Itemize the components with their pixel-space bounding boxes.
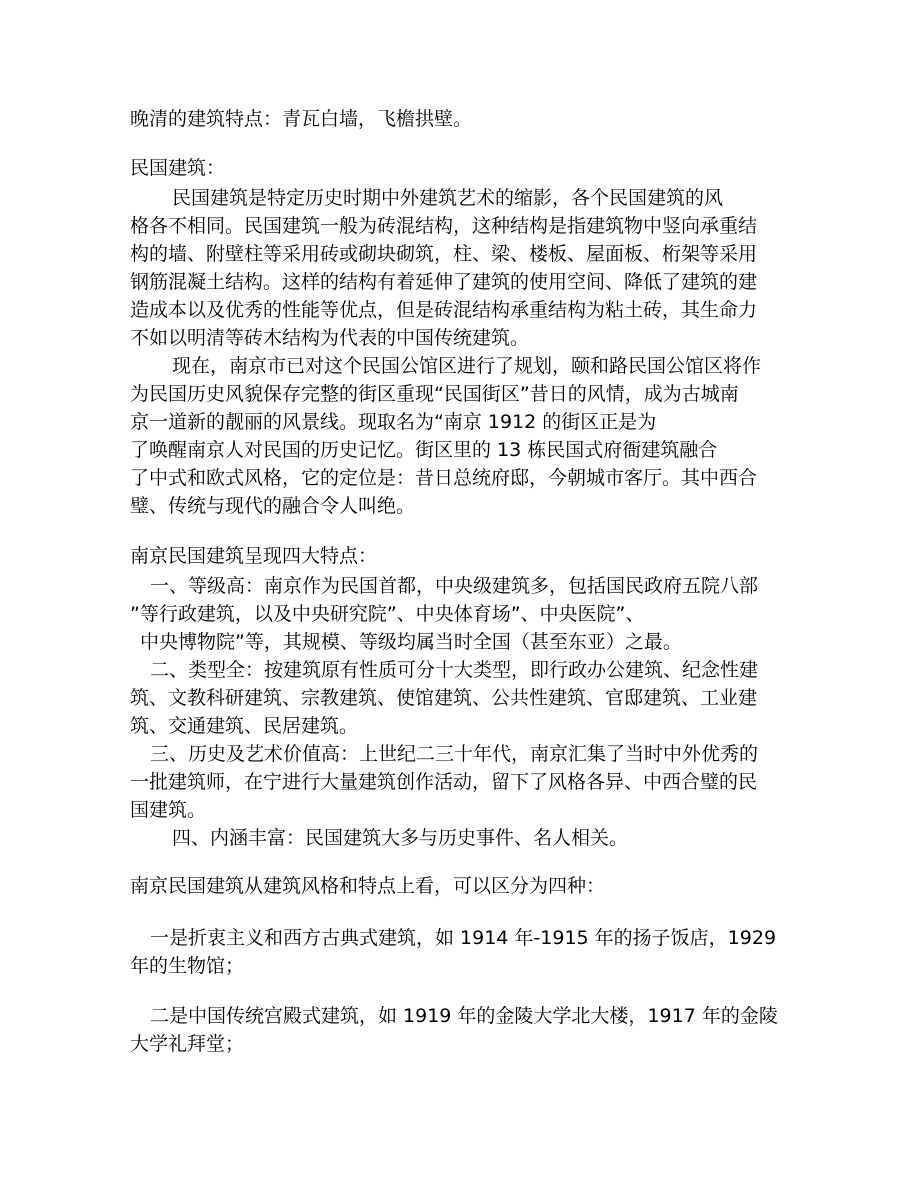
paragraph-line: 构的墙、附壁柱等采用砖或砌块砌筑，柱、梁、楼板、屋面板、桁架等采用 <box>130 243 758 265</box>
paragraph-line: 格各不相同。民国建筑一般为砖混结构，这种结构是指建筑物中竖向承重结 <box>130 215 758 237</box>
style-item-line: 二是中国传统宫殿式建筑，如 1919 年的金陵大学北大楼，1917 年的金陵 <box>150 1005 778 1027</box>
feature-item-line: 四、内涵丰富：民国建筑大多与历史事件、名人相关。 <box>172 827 629 849</box>
style-item-line: 年的生物馆； <box>130 955 245 977</box>
feature-item-line: 三、历史及艺术价值高：上世纪二三十年代，南京汇集了当时中外优秀的 <box>150 743 759 765</box>
feature-item-line: 筑、文教科研建筑、宗教建筑、使馆建筑、公共性建筑、官邸建筑、工业建 <box>130 687 758 709</box>
paragraph-line: 为民国历史风貌保存完整的街区重现“民国街区”昔日的风情，成为古城南 <box>130 383 739 405</box>
feature-item-line: 国建筑。 <box>130 799 207 821</box>
paragraph-line: 璧、传统与现代的融合令人叫绝。 <box>130 495 416 517</box>
paragraph-line: 现在，南京市已对这个民国公馆区进行了规划，颐和路民国公馆区将作 <box>172 355 762 377</box>
section-heading-republic-architecture: 民国建筑： <box>130 157 226 179</box>
feature-item-line: ”等行政建筑，以及中央研究院”、中央体育场”、中央医院”、 <box>130 603 645 625</box>
paragraph-line: 京一道新的靓丽的风景线。现取名为“南京 1912 的街区正是为 <box>130 411 657 433</box>
paragraph-line: 钢筋混凝土结构。这样的结构有着延伸了建筑的使用空间、降低了建筑的建 <box>130 271 758 293</box>
feature-item-line: 一、等级高：南京作为民国首都，中央级建筑多，包括国民政府五院八部 <box>150 575 759 597</box>
paragraph-line: 了唤醒南京人对民国的历史记忆。街区里的 13 栋民国式府衙建筑融合 <box>130 439 718 461</box>
paragraph-line: 不如以明清等砖木结构为代表的中国传统建筑。 <box>130 327 530 349</box>
paragraph-line: 民国建筑是特定历史时期中外建筑艺术的缩影，各个民国建筑的风 <box>172 187 724 209</box>
paragraph-line: 了中式和欧式风格，它的定位是：昔日总统府邸，今朝城市客厅。其中西合 <box>130 467 758 489</box>
paragraph-line: 造成本以及优秀的性能等优点，但是砖混结构承重结构为粘土砖，其生命力 <box>130 299 758 321</box>
feature-item-line: 筑、交通建筑、民居建筑。 <box>130 715 359 737</box>
style-item-line: 一是折衷主义和西方古典式建筑，如 1914 年-1915 年的扬子饭店，1929 <box>150 927 777 949</box>
late-qing-features-line: 晚清的建筑特点：青瓦白墙，飞檐拱壁。 <box>130 108 473 130</box>
section-heading-four-features: 南京民国建筑呈现四大特点： <box>130 545 378 567</box>
feature-item-line: 二、类型全：按建筑原有性质可分十大类型，即行政办公建筑、纪念性建 <box>150 659 759 681</box>
feature-item-line: 一批建筑师，在宁进行大量建筑创作活动，留下了风格各异、中西合璧的民 <box>130 771 758 793</box>
style-item-line: 大学礼拜堂； <box>130 1033 245 1055</box>
feature-item-line: 中央博物院”等，其规模、等级均属当时全国（甚至东亚）之最。 <box>140 631 682 653</box>
section-heading-four-styles: 南京民国建筑从建筑风格和特点上看，可以区分为四种： <box>130 875 606 897</box>
